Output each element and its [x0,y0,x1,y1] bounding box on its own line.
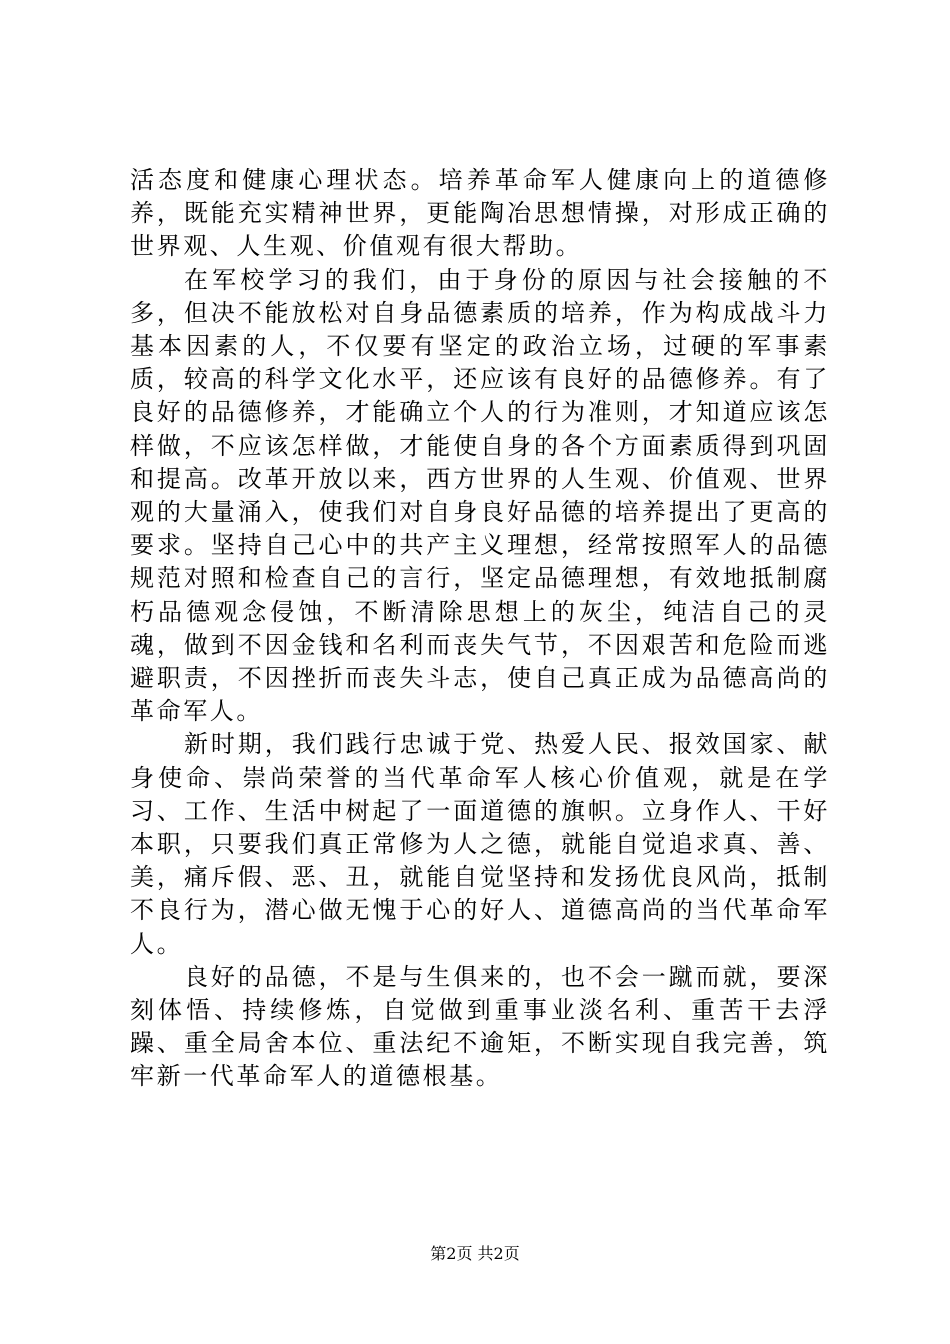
paragraph: 新时期，我们践行忠诚于党、热爱人民、报效国家、献身使命、崇尚荣誉的当代革命军人核心价值观，就是在学习、工作、生活中树起了一面道德的旗帜。立身作人、干好本职，只要我们真正常修为人之德，就能自觉追求真、善、美，痛斥假、恶、丑，就能自觉坚持和发扬优良风尚，抵制不良行为，潜心做无愧于心的好人、道德高尚的当代革命军人。 [130,730,830,958]
document-body [130,164,830,1094]
paragraph: 活态度和健康心理状态。培养革命军人健康向上的道德修养，既能充实精神世界，更能陶冶思想情操，对形成正确的世界观、人生观、价值观有很大帮助。 [130,166,830,261]
paragraph: 良好的品德，不是与生俱来的，也不会一蹴而就，要深刻体悟、持续修炼，自觉做到重事业淡名利、重苦干去浮躁、重全局舍本位、重法纪不逾矩，不断实现自我完善，筑牢新一代革命军人的道德根基。 [130,962,830,1091]
paragraph: 在军校学习的我们，由于身份的原因与社会接触的不多，但决不能放松对自身品德素质的培养，作为构成战斗力基本因素的人，不仅要有坚定的政治立场，过硬的军事素质，较高的科学文化水平，还应该有良好的品德修养。有了良好的品德修养，才能确立个人的行为准则，才知道应该怎样做，不应该怎样做，才能使自身的各个方面素质得到巩固和提高。改革开放以来，西方世界的人生观、价值观、世界观的大量涌入，使我们对自身良好品德的培养提出了更高的要求。坚持自己心中的共产主义理想，经常按照军人的品德规范对照和检查自己的言行，坚定品德理想，有效地抵制腐朽品德观念侵蚀，不断清除思想上的灰尘，纯洁自己的灵魂，做到不因金钱和名利而丧失气节，不因艰苦和危险而逃避职责，不因挫折而丧失斗志，使自己真正成为品德高尚的革命军人。 [130,265,830,726]
page-number-footer: 第2页 共2页 [430,1244,520,1263]
